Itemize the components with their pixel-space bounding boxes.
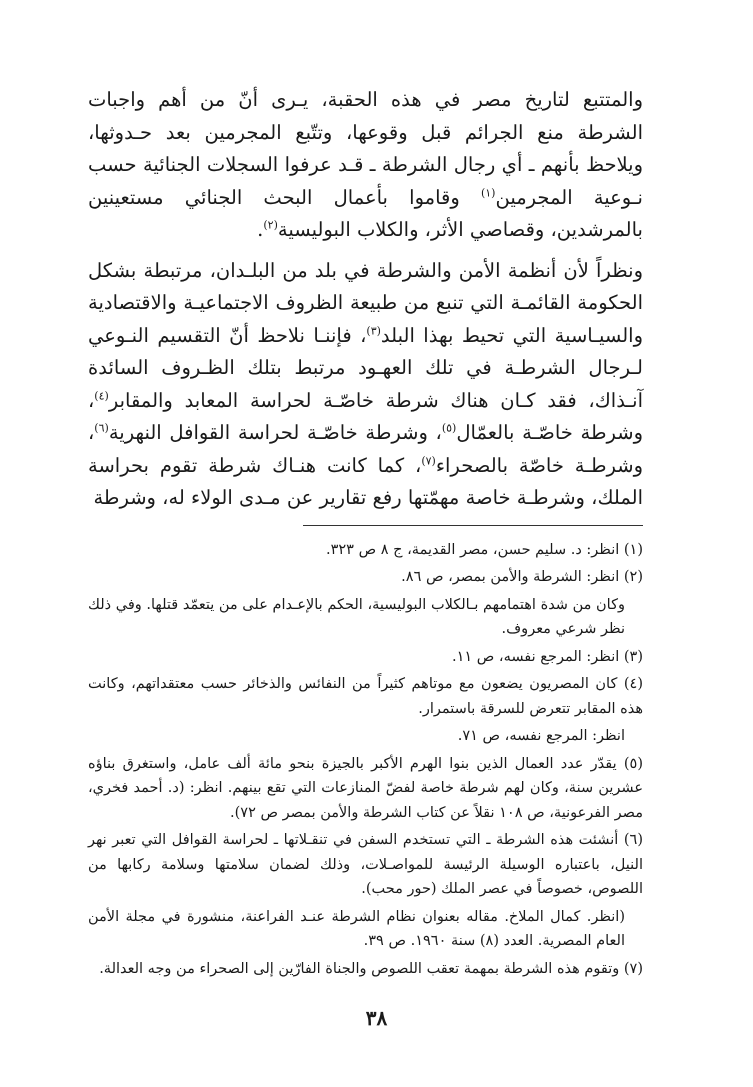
footnote-divider [303,525,643,526]
paragraph-2-text-6: ، كما كانت هنـاك شرطة تقوم بحراسة الملك، وشرطـة خاصة مهمّتها رفع تقارير عن مـدى الولاء له، وشرطة [88,453,643,509]
footnote-4-reference: انظر: المرجع نفسه، ص ٧١. [457,728,625,744]
footnote-ref-4[interactable]: (٤) [94,389,109,402]
main-text [88,84,643,515]
footnote-3: (٣) انظر: المرجع نفسه، ص ١١. [451,648,643,665]
footnote-ref-3[interactable]: (٣) [366,324,381,337]
footnote-ref-5[interactable]: (٥) [441,421,457,435]
footnote-1: (١) انظر: د. سليم حسن، مصر القديمة، ج ٨ ص ٣٢٣. [326,541,643,558]
paragraph-2 [88,255,643,515]
footnote-ref-6[interactable]: (٦) [94,421,109,435]
page-number: ٣٨ [365,1006,388,1030]
paragraph-1-text-1: والمتتبع لتاريخ مصر في هذه الحقبة، يـرى أنّ من أهم واجبات الشرطة منع الجرائم قبل وقوعها، وتتّبع المجرمين بعد حـدوثها، ويلاحظ بأنهم ـ أي رجال الشرطة ـ قـد عرفوا السجلات الجنائية حسب نـوعية المجرمين [88,88,643,209]
paragraph-2-text-2: ، فإننـا نلاحظ أنّ التقسيم النـوعي لـرجال الشرطـة في تلك العهـود مرتبط بتلك الظـروف السائدة آنـذاك، فقد كـان هناك شرطة خاصّـة لحراسة المعابد والمقابر [88,323,643,412]
footnotes [88,538,643,982]
footnote-2: (٢) انظر: الشرطة والأمن بمصر، ص ٨٦. [401,569,643,585]
paragraph-2-text-3: ، وشرطة خاصّـة بالعمّال [88,388,643,444]
paragraph-1-text-2: وقاموا بأعمال البحث الجنائي مستعينين بالمرشدين، وقصاصي الأثر، والكلاب البوليسية [88,185,643,241]
paragraph-1-text-3: . [257,218,264,241]
footnote-6-reference: (انظر. كمال الملاخ. مقاله بعنوان نظام الشرطة عنـد الفراعنة، منشورة في مجلة الأمن العام المصرية. العدد (٨) سنة ١٩٦٠. ص ٣٩. [88,908,625,949]
footnote-6: (٦) أنشئت هذه الشرطة ـ التي تستخدم السفن في تنقـلاتها ـ لحراسة القوافل التي تعبر نهر النيل، باعتباره الوسيلة الرئيسة للمواصـلات، وذلك لضمان سلامتها وسلامة ركابها من اللصوص، خصوصاً في عصر الملك (حور محب). [88,832,643,897]
paragraph-2-text-4: ، وشرطة خاصّـة لحراسة القوافل النهرية [108,421,442,444]
paragraph-2-text-5: ، وشرطـة خاصّة بالصحراء [88,421,643,477]
paragraph-2-text-1: ونظراً لأن أنظمة الأمن والشرطة في بلد من البلـدان، مرتبطة بشكل الحكومة القائمـة التي تنبع من طبيعة الظروف الاجتماعيـة والاقتصادية والسيـاسية التي تحيط بهذا البلد [88,258,643,347]
footnote-7: (٧) وتقوم هذه الشرطة بمهمة تعقب اللصوص والجناة الفارّين إلى الصحراء من وجه العدالة. [99,960,643,977]
footnote-5: (٥) يقدّر عدد العمال الذين بنوا الهرم الأكبر بالجيزة بنحو مائة ألف عامل، واستغرق بناؤه عشرين سنة، وكان لهم شرطة خاصة لفضّ المنازعات التي تقع بينهم. انظر: (د. أحمد فخري، مصر الفرعونية، ص ١٠٨ نقلاً عن كتاب الشرطة والأمن بمصر ص ٧٢). [88,755,643,821]
footnote-4: (٤) كان المصريون يضعون مع موتاهم كثيراً من النفائس والذخائر حسب معتقداتهم، وكانت هذه المقابر تتعرض للسرقة باستمرار. [88,676,643,717]
footnote-ref-2[interactable]: (٢) [263,218,278,232]
footnote-2-continuation: وكان من شدة اهتمامهم بـالكلاب البوليسية، الحكم بالإعـدام على من يتعمّد قتلها. وفي ذلك نظر شرعي معروف. [88,596,625,637]
footnote-ref-1[interactable]: (١) [480,186,496,199]
paragraph-1 [88,84,643,247]
footnote-ref-7[interactable]: (٧) [421,454,436,467]
